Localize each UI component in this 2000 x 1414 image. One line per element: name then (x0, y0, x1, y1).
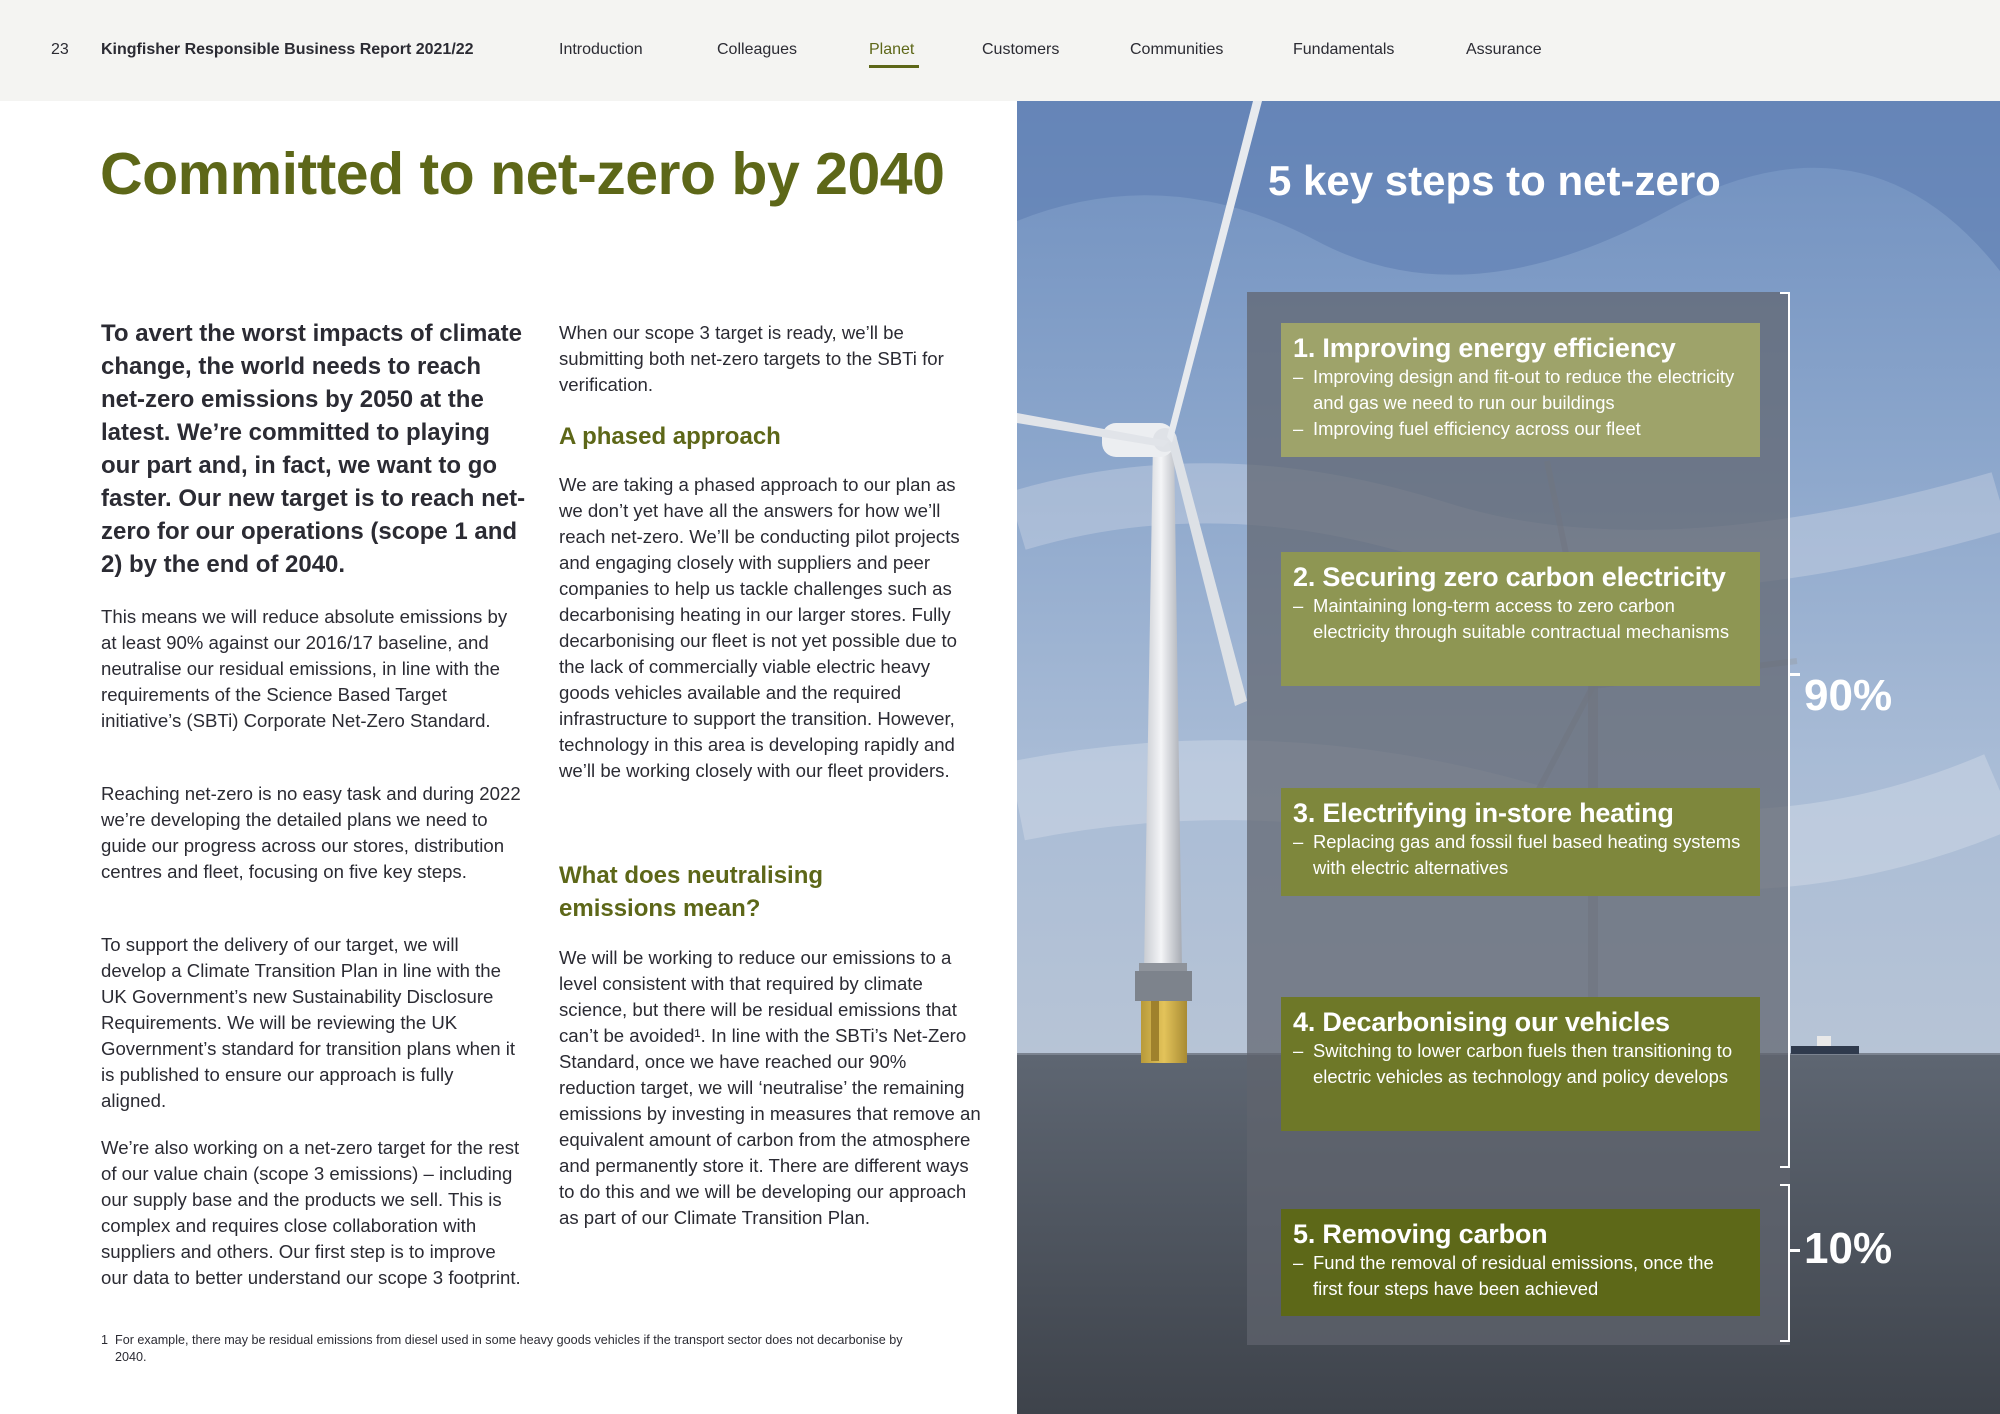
footnote-text: For example, there may be residual emissions from diesel used in some heavy goods vehicles if the transport sector does not decarbonise by 2040. (115, 1333, 903, 1364)
nav-introduction[interactable]: Introduction (559, 41, 643, 58)
page-number: 23 (51, 41, 69, 58)
bullet-text: Maintaining long-term access to zero carbon electricity through suitable contractual mechanisms (1313, 595, 1730, 642)
bullet-text: Switching to lower carbon fuels then transitioning to electric vehicles as technology and policy develops (1313, 1040, 1733, 1087)
bullet-dash: – (1293, 1040, 1304, 1061)
step-2-bullet-1 (1293, 593, 1748, 645)
top-bar (0, 0, 2000, 101)
body-paragraph-4: We’re also working on a net-zero target for the rest of our value chain (scope 3 emissions) – including our supply base and the products we sell. This is complex and requires close collaboration with suppliers and others. Our first step is to improve our data to better understand our scope 3 footprint. (101, 1137, 521, 1288)
nav-active-indicator (869, 65, 919, 68)
panel-title: 5 key steps to net-zero (1268, 157, 1721, 204)
step-1-bullet-2 (1293, 416, 1748, 442)
step-5-bullet-1 (1293, 1250, 1748, 1302)
bullet-text: Improving design and fit-out to reduce the electricity and gas we need to run our buildings (1313, 366, 1735, 413)
step-title-1: 1. Improving energy efficiency (1293, 333, 1676, 363)
bullet-dash: – (1293, 1252, 1304, 1273)
step-1-bullet-1 (1293, 364, 1748, 416)
step-title-3: 3. Electrifying in-store heating (1293, 798, 1674, 828)
step-card-2 (1281, 552, 1760, 686)
nav-planet[interactable]: Planet (869, 41, 915, 58)
bullet-dash: – (1293, 595, 1304, 616)
body-paragraph-1: This means we will reduce absolute emissions by at least 90% against our 2016/17 baseline, and neutralise our residual emissions, in line with the requirements of the Science Based Target initiative’s (SBTi) Corporate Net-Zero Standard. (101, 606, 508, 731)
step-title-4: 4. Decarbonising our vehicles (1293, 1007, 1670, 1037)
bracket-10-tick (1790, 1249, 1800, 1252)
bullet-dash: – (1293, 366, 1304, 387)
nav-assurance[interactable]: Assurance (1466, 41, 1542, 58)
page-title: Committed to net-zero by 2040 (100, 141, 945, 207)
middle-paragraph-2: We are taking a phased approach to our plan as we don’t yet have all the answers for how we’ll reach net-zero. We’ll be conducting pilot projects and engaging closely with suppliers and peer companies to help us tackle challenges such as decarbonising heating in our larger stores. Fully decarbonising our fleet is not yet possible due to the lack of commercially viable electric heavy goods vehicles available and the required infrastructure to support the transition. However, technology in this area is developing rapidly and we’ll be working closely with our fleet providers. (559, 474, 960, 781)
bracket-10 (1780, 1184, 1790, 1342)
intro-paragraph: To avert the worst impacts of climate change, the world needs to reach net-zero emissions by 2050 at the latest. We’re committed to playing our part and, in fact, we want to go faster. Our new target is to reach net-zero for our operations (scope 1 and 2) by the end of 2040. (101, 320, 526, 578)
middle-paragraph-3: We will be working to reduce our emissions to a level consistent with that required by climate science, but there will be residual emissions that can’t be avoided¹. In line with the SBTi’s Net-Zero Standard, once we have reached our 90% reduction target, we will ‘neutralise’ the remaining emissions by investing in measures that remove an equivalent amount of carbon from the atmosphere and permanently store it. There are different ways to do this and we will be developing our approach as part of our Climate Transition Plan. (559, 947, 981, 1228)
bullet-dash: – (1293, 831, 1304, 852)
nav-colleagues[interactable]: Colleagues (717, 41, 798, 58)
report-title: Kingfisher Responsible Business Report 2021/22 (101, 41, 474, 58)
bullet-text: Replacing gas and fossil fuel based heating systems with electric alternatives (1313, 831, 1741, 878)
middle-paragraph-1: When our scope 3 target is ready, we’ll be submitting both net-zero targets to the SBTi for verification. (559, 322, 944, 395)
nav-communities[interactable]: Communities (1130, 41, 1224, 58)
subheading-phased-approach: A phased approach (559, 423, 781, 450)
bullet-text: Improving fuel efficiency across our fleet (1313, 418, 1641, 439)
body-paragraph-2: Reaching net-zero is no easy task and during 2022 we’re developing the detailed plans we need to guide our progress across our stores, distribution centres and fleet, focusing on five key steps. (101, 783, 521, 882)
step-card-5 (1281, 1209, 1760, 1316)
footnote (101, 1332, 931, 1366)
bracket-90-tick (1790, 673, 1800, 676)
body-paragraph-3: To support the delivery of our target, we will develop a Climate Transition Plan in line with the UK Government’s new Sustainability Disclosure Requirements. We will be reviewing the UK Government’s standard for transition plans when it is published to ensure our approach is fully aligned. (101, 934, 516, 1111)
nav-fundamentals[interactable]: Fundamentals (1293, 41, 1395, 58)
bullet-dash: – (1293, 418, 1304, 439)
step-title-5: 5. Removing carbon (1293, 1219, 1548, 1249)
step-title-2: 2. Securing zero carbon electricity (1293, 562, 1726, 592)
label-90-percent: 90% (1804, 671, 1893, 720)
bullet-text: Fund the removal of residual emissions, once the first four steps have been achieved (1313, 1252, 1714, 1299)
step-card-4 (1281, 997, 1760, 1131)
step-card-1 (1281, 323, 1760, 457)
bracket-90 (1780, 292, 1790, 1168)
step-3-bullet-1 (1293, 829, 1748, 881)
label-10-percent: 10% (1804, 1224, 1893, 1273)
subheading-neutralising: What does neutralising emissions mean? (559, 862, 824, 922)
footnote-number: 1 (101, 1333, 109, 1347)
step-card-3 (1281, 788, 1760, 896)
nav-customers[interactable]: Customers (982, 41, 1060, 58)
step-4-bullet-1 (1293, 1038, 1748, 1090)
